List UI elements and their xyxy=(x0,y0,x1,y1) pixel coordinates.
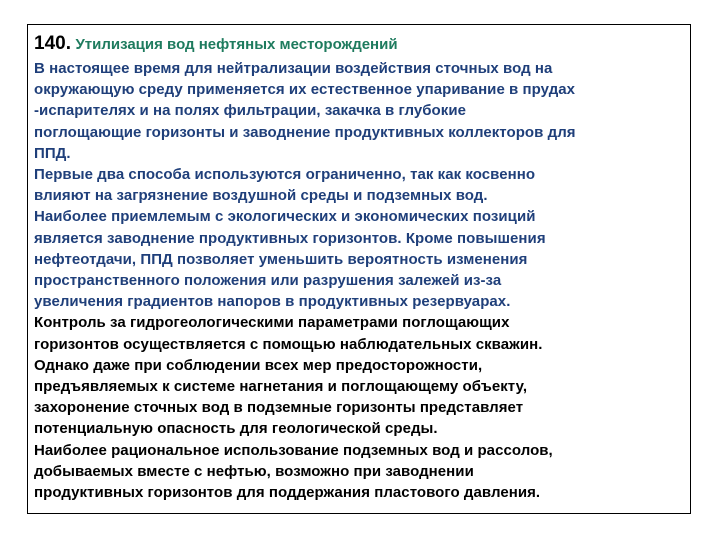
slide-number: 140. xyxy=(34,33,71,54)
text-line: влияют на загрязнение воздушной среды и подземных вод. xyxy=(34,187,488,205)
paragraph xyxy=(34,206,682,312)
slide-title-text: Утилизация вод нефтяных месторождений xyxy=(75,36,398,53)
text-line: пространственного положения или разрушения залежей из-за xyxy=(34,272,502,290)
paragraph xyxy=(34,58,682,164)
text-line: поглощающие горизонты и заводнение продуктивных коллекторов для xyxy=(34,123,576,141)
text-line: является заводнение продуктивных горизонтов. Кроме повышения xyxy=(34,229,546,247)
paragraph xyxy=(34,164,682,206)
text-line: Первые два способа используются ограниченно, так как косвенно xyxy=(34,166,536,184)
body-text xyxy=(34,58,682,503)
text-line: продуктивных горизонтов для поддержания пластового давления. xyxy=(34,484,541,502)
text-line: добываемых вместе с нефтью, возможно при заводнении xyxy=(34,462,474,480)
text-line: захоронение сточных вод в подземные горизонты представляет xyxy=(34,399,524,417)
text-line: предъявляемых к системе нагнетания и поглощающему объекту, xyxy=(34,378,528,396)
text-frame xyxy=(27,24,691,514)
text-line: Контроль за гидрогеологическими параметрами поглощающих xyxy=(34,314,510,332)
text-line: горизонтов осуществляется с помощью наблюдательных скважин. xyxy=(34,335,543,353)
text-line: -испарителях и на полях фильтрации, закачка в глубокие xyxy=(34,102,466,120)
text-line: Наиболее приемлемым с экологических и экономических позиций xyxy=(34,208,536,226)
text-line: Однако даже при соблюдении всех мер предосторожности, xyxy=(34,356,483,374)
text-line: В настоящее время для нейтрализации воздействия сточных вод на xyxy=(34,60,553,77)
text-line: окружающую среду применяется их естественное упаривание в прудах xyxy=(34,81,576,99)
text-line: Наиболее рациональное использование подземных вод и рассолов, xyxy=(34,441,553,459)
text-line: нефтеотдачи, ППД позволяет уменьшить вероятность изменения xyxy=(34,250,528,268)
text-line: увеличения градиентов напоров в продуктивных резервуарах. xyxy=(34,293,511,311)
text-line: потенциальную опасность для геологической среды. xyxy=(34,420,438,438)
slide-title xyxy=(34,30,682,58)
text-line: ППД. xyxy=(34,144,71,162)
paragraph xyxy=(34,312,682,503)
